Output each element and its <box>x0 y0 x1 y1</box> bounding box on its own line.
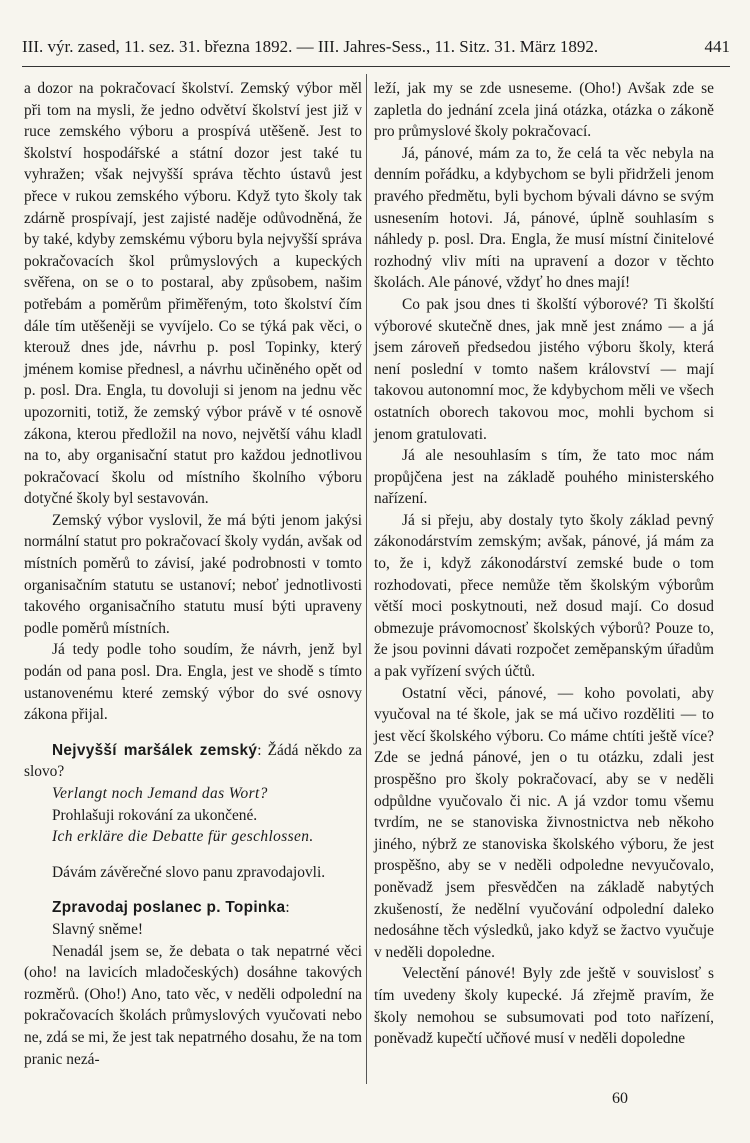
column-divider <box>366 74 367 1084</box>
speaker-text: : Žádá někdo za slovo? <box>24 741 362 781</box>
page-number: 441 <box>704 37 730 56</box>
czech-line: Prohlašuji rokování za ukončené. <box>52 806 258 824</box>
paragraph: Já si přeju, aby dostaly tyto školy základ pevný zákonodárstvím zemským; avšak, pánové, já mám za to, že i, když zákonodárství zemské bude o tom rozhodovati, přece nemůže těm školským výborům větší moci poskytnouti, než dosud mají. Co dosud obmezuje právomocnosť školských výborů? Pouze to, že jsou povinni dávati rozpočet zeměpanským úřadům a pak vyřízení svých účtů. <box>374 511 714 681</box>
left-column <box>24 78 362 1070</box>
running-header <box>22 36 730 58</box>
header-rule <box>22 66 730 67</box>
sheet-number: 60 <box>612 1090 628 1107</box>
paragraph: Slavný sněme! <box>52 920 144 938</box>
paragraph: Já tedy podle toho soudím, že návrh, jenž byl podán od pana posl. Dra. Engla, jest ve shodě s tímto ustanovenému které zemský výbor do své osnovy zákona přijal. <box>24 641 362 724</box>
paragraph: Dávám závěrečné slovo panu zpravodajovli. <box>52 863 326 881</box>
paragraph: Ostatní věci, pánové, — koho povolati, aby vyučoval na té škole, jak se má učivo rozděliti — to jest věcí školského výboru. Co máme chtíti ještě více? Zde se jedná pánové, jen o tu otázku, zdali jest prospěšno pro školy pokračovací, aby se v neděli odpůldne vyučovalo či nic. A já vzdor tomu všemu tvrdím, ne se stanoviska živnostnictva neb někoho jiného, nýbrž ze stanoviska školského výboru, že jest prospěšno, aby se v neděli odpoledne nevyučovalo, poněvadž jsem přesvědčen na základě nabytých zkušeností, že nedělní vyučování odpolední daleko nedosáhne těch výsledků, jako když se žactvo vyučuje v neděli dopoledne. <box>374 684 714 961</box>
german-line: Verlangt noch Jemand das Wort? <box>52 785 268 802</box>
paragraph: Já ale nesouhlasím s tím, že tato moc nám propůjčena jest na základě pouhého ministerského nařízení. <box>374 447 714 508</box>
speaker-paragraph <box>24 740 362 783</box>
paragraph: Já, pánové, mám za to, že celá ta věc nebyla na denním pořádku, a kdybychom se byli přidrželi jenom pravého předmětu, byli bychom bývali dávno se svým usnesením hotovi. Já, pánové, úplně souhlasím s náhledy p. posl. Dra. Engla, že musí místní činitelové rozhodný vliv míti na upravení a dozor v těchto školách. Ale pánové, vždyť ho dnes mají! <box>374 144 714 292</box>
paragraph: Nenadál jsem se, že debata o tak nepatrné věci (oho! na lavicích mladočeských) dosáhne takových rozměrů. (Oho!) Ano, tato věc, v neděli odpolední na pokračovacích školách průmyslových vyučovati nebo ne, zdá se mi, že jest tak nepatrného dosahu, že na tom pranic nezá- <box>24 942 362 1068</box>
speaker-name: Nejvyšší maršálek zemský <box>52 741 258 759</box>
header-title: III. výr. zased, 11. sez. 31. března 1892. — III. Jahres-Sess., 11. Sitz. 31. März 1892. <box>22 37 599 56</box>
speaker-paragraph <box>24 897 362 919</box>
german-line: Ich erkläre die Debatte für geschlossen. <box>52 828 314 846</box>
paragraph: Velectění pánové! Byly zde ještě v souvislosť s tím uvedeny školy kupecké. Já zřejmě pravím, že školy nemohou se subsumovati pod toto nařízení, poněvadž kupečtí učňové musí v neděli dopoledne <box>374 965 714 1048</box>
speaker-colon: : <box>285 899 290 917</box>
paragraph: Co pak jsou dnes ti školští výborové? Ti školští výborové skutečně dnes, jak mně jest známo — a já jsem zároveň předsedou jistého výboru školy, která není poslední v tomto našem království — mají takovou autonomní moc, že kdybychom měli ve všech ostatních oborech takovou moc, mohli bychom si jenom gratulovati. <box>374 295 714 443</box>
speaker-name: Zpravodaj poslanec p. Topinka <box>52 899 286 917</box>
paragraph: a dozor na pokračovací školství. Zemský výbor měl při tom na mysli, že jedno odvětví školství jest již v ruce zemského výboru a prospívá utěšeně. Jest to školství hospodářské a státní dozor jest také tu vyhražen; však nejvyšší správa těchto ústavů jest přece v rukou zemského výboru. Když tyto školy tak zdárně prospívají, jest zajisté naděje odůvodněná, že by také, kdyby zemskému výboru byla nejvyšší správa pokračovacích škol průmyslových a kupeckých svěřena, on se o to postaral, aby způsobem, našim potřebám a poměrům přiměřeným, toto školství čím dále tím utěšeněji se vyvíjelo. Co se týká pak věci, o kterouž dnes jde, návrhu p. posl Topinky, který jménem komise přednesl, a návrhu učiněného opět od p. posl. Dra. Engla, tu dovoluji si jenom na jednu věc upozorniti, totiž, že zemský výbor právě v té osnově zákona, kterou předložil na novo, největší váhu kladl na to, aby organisační statut pro každou jednotlivou pokračovací školu od místního školního výboru dotyčné školy byl sestavován. <box>24 80 362 508</box>
paragraph: Zemský výbor vyslovil, že má býti jenom jakýsi normální statut pro pokračovací školy vydán, avšak od místních poměrů to závisí, jaké podrobnosti v tomto organisačním statutu se ustanoví; neboť jednotlivosti takového organisačního statutu musí býti upraveny podle poměrů místních. <box>24 511 362 637</box>
right-column <box>374 78 714 1050</box>
paragraph: leží, jak my se zde usneseme. (Oho!) Avšak zde se zapletla do jednání zcela jiná otázka, otázka o zákoně pro průmyslové školy pokračovací. <box>374 80 714 141</box>
